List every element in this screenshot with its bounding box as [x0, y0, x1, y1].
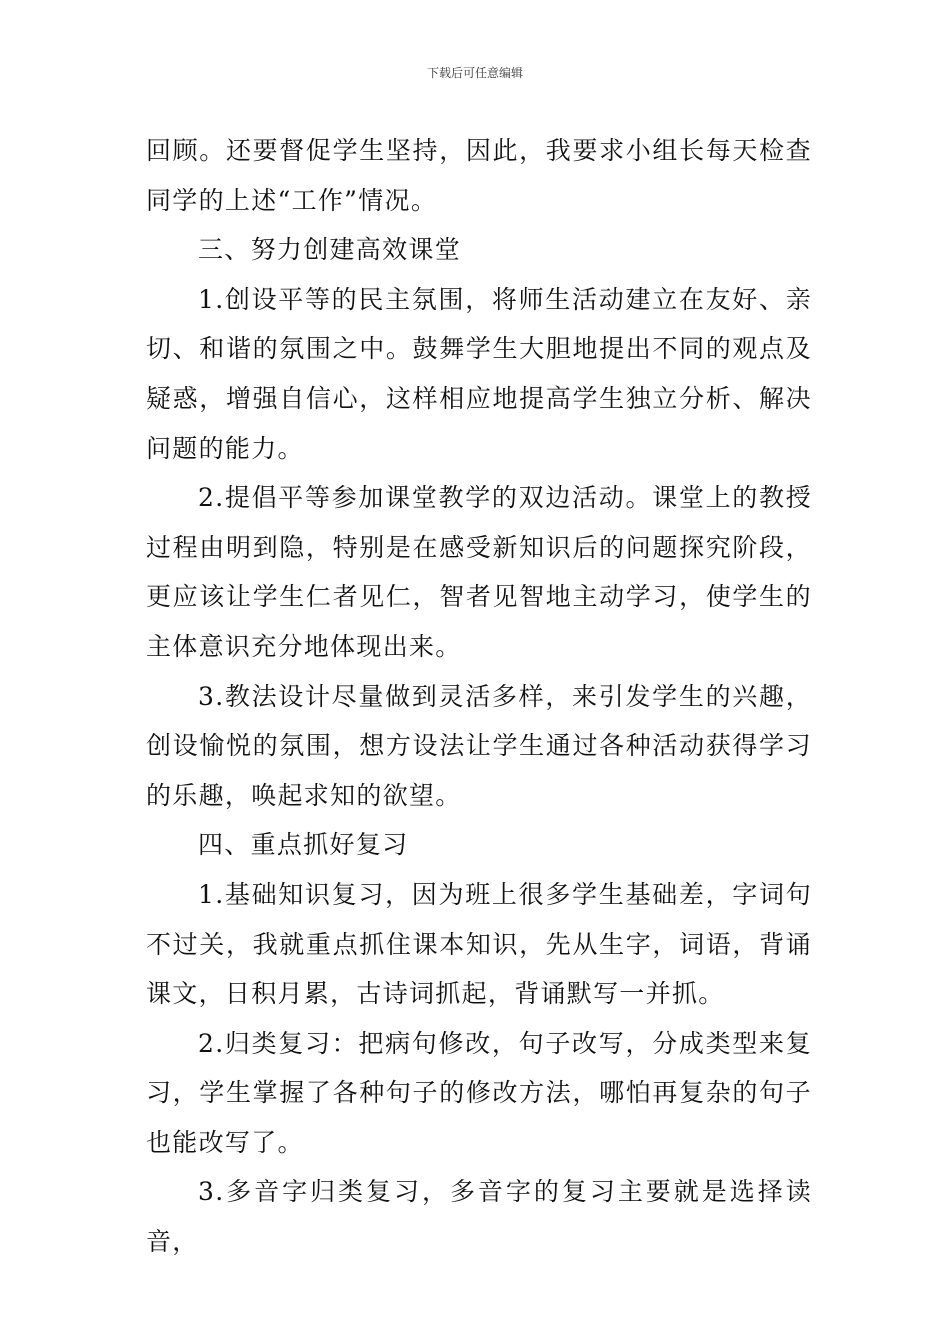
page-header: 下载后可任意编辑: [426, 66, 523, 80]
paragraph-item-3: 3.教法设计尽量做到灵活多样，来引发学生的兴趣，创设愉悦的氛围，想方设法让学生通过各种活动获得学习的乐趣，唤起求知的欲望。: [146, 681, 812, 810]
section-heading-four: 四、重点抓好复习: [198, 830, 409, 860]
paragraph-review-2: 2.归类复习：把病句修改，句子改写，分成类型来复习，学生掌握了各种句子的修改方法，哪怕再复杂的句子也能改写了。: [146, 1028, 812, 1157]
paragraph-continuation: 回顾。还要督促学生坚持，因此，我要求小组长每天检查同学的上述“工作”情况。: [146, 136, 812, 215]
document-body: [146, 126, 812, 1267]
section-heading-three: 三、努力创建高效课堂: [198, 235, 462, 265]
paragraph-item-1: 1.创设平等的民主氛围，将师生活动建立在友好、亲切、和谐的氛围之中。鼓舞学生大胆地提出不同的观点及疑惑，增强自信心，这样相应地提高学生独立分析、解决问题的能力。: [146, 284, 812, 463]
paragraph-item-2: 2.提倡平等参加课堂教学的双边活动。课堂上的教授过程由明到隐，特别是在感受新知识后的问题探究阶段，更应该让学生仁者见仁，智者见智地主动学习，使学生的主体意识充分地体现出来。: [146, 483, 812, 661]
paragraph-review-3: 3.多音字归类复习，多音字的复习主要就是选择读音，: [146, 1177, 812, 1257]
paragraph-review-1: 1.基础知识复习，因为班上很多学生基础差，字词句不过关，我就重点抓住课本知识，先从生字，词语，背诵课文，日积月累，古诗词抓起，背诵默写一并抓。: [146, 879, 812, 1009]
